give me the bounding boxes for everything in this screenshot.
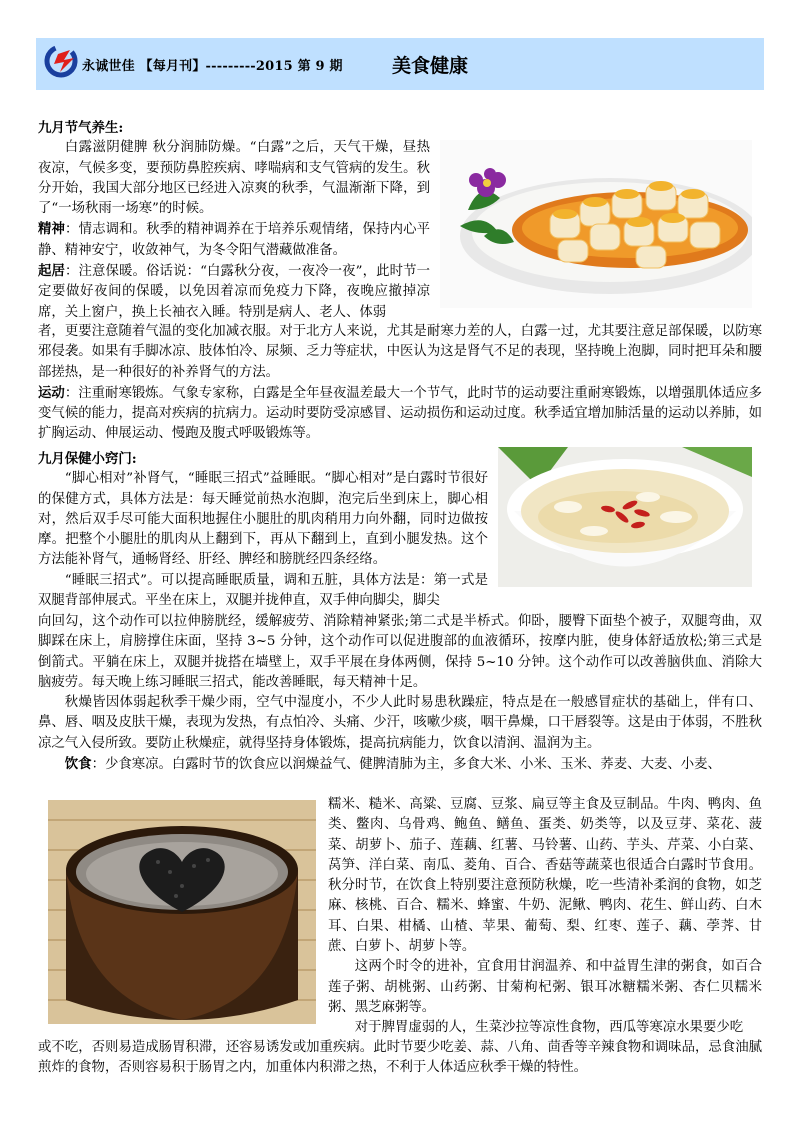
company-name: 永诚世佳 [82, 59, 135, 74]
issue-line [82, 55, 343, 74]
paragraph: 糯米、糙米、高粱、豆腐、豆浆、扁豆等主食及豆制品。牛肉、鸭肉、鱼类、鳖肉、乌骨鸡、鲍鱼、鳝鱼、蛋类、奶类等，以及豆芽、菜花、菠菜、胡萝卜、茄子、莲藕、红薯、马铃薯、山药、芋头、芹菜、小白菜、莴笋、洋白菜、南瓜、菱角、百合、香菇等蔬菜也很适合白露时节食用。秋分时节，在饮食上特别要注意预防秋燥，吃一些清补柔润的食物，如芝麻、核桃、百合、糯米、蜂蜜、牛奶、泥鳅、鸭肉、花生、鲜山药、白木耳、白果、柑橘、山楂、苹果、葡萄、梨、红枣、莲子、藕、荸荠、甘蔗、白萝卜、胡萝卜等。 [328, 797, 762, 955]
paragraph: 者，更要注意随着气温的变化加减衣服。对于北方人来说，尤其是耐寒力差的人，白露一过，尤其要注意足部保暖，以防寒邪侵袭。如果有手脚冰凉、肢体怕冷、尿频、乏力等症状，中医认为这是肾气不足的表现，坚持晚上泡脚，同时把耳朵和腰部搓热，是一种很好的补养肾气的方法。 [38, 324, 762, 380]
section-heading: 九月节气养生: [38, 120, 124, 136]
keyword-label: 饮食 [64, 756, 92, 773]
keyword-label: 起居 [38, 263, 66, 280]
section-autumn-regimen [38, 118, 430, 323]
section-heading: 九月保健小窍门: [38, 451, 137, 467]
paragraph: “睡眠三招式”。可以提高睡眠质量，调和五脏，具体方法是：第一式是双腿背部伸展式。平坐在床上，双腿并拢伸直，双手伸向脚尖，脚尖 [38, 572, 488, 609]
paragraph [38, 383, 762, 445]
paragraph: 对于脾胃虚弱的人，生菜沙拉等凉性食物，西瓜等寒凉水果要少吃 [354, 1020, 744, 1036]
paragraph [38, 261, 430, 323]
paragraph-text: ：注重耐寒锻炼。气象专家称，白露是全年昼夜温差最大一个节气，此时节的运动要注重耐寒锻炼，以增强肌体适应多变气候的能力，提高对疾病的抗病力。运动时要防受凉感冒、运动损伤和运动过度。秋季适宜增加肺活量的运动以养肺，如扩胸运动、伸展运动、慢跑及腹式呼吸锻炼等。 [38, 385, 763, 442]
paragraph-text: ：少食寒凉。白露时节的饮食应以润燥益气、健脾清肺为主，多食大米、小米、玉米、荞麦、大麦、小麦、 [91, 757, 721, 773]
paragraph: 秋燥皆因体弱起秋季干燥少雨，空气中湿度小，不少人此时易患秋躁症，特点是在一般感冒症状的基础上，伴有口、鼻、唇、咽及皮肤干燥，表现为发热，有点怕冷、头痛、少汗，咳嗽少痰，咽干鼻燥，口干唇裂等。这是由于体弱，不胜秋凉之气入侵所致。要防止秋燥症，就得坚持身体锻炼，提高抗病能力，饮食以清润、温润为主。 [38, 695, 762, 751]
page-header [36, 38, 764, 90]
section-health-tips [38, 449, 488, 611]
paragraph [38, 754, 762, 775]
sesame-paste-image [48, 800, 316, 1024]
paragraph-text: ：情志调和。秋季的精神调养在于培养乐观情绪，保持内心平静、精神安宁，收敛神气，为冬令阳气潜藏做准备。 [38, 222, 431, 258]
keyword-label: 运动 [38, 384, 65, 401]
keyword-label: 精神 [38, 221, 66, 238]
paragraph-text: ：注意保暖。俗话说：“白露秋分夜，一夜冷一夜”，此时节一定要做好夜间的保暖，以免因着凉而免疫力下降，夜晚应撤掉凉席，关上窗户，换上长袖衣入睡。特别是病人、老人、体弱 [38, 264, 430, 320]
paragraph: 白露滋阴健脾 秋分润肺防燥。“白露”之后，天气干燥，昼热夜凉，气候多变，要预防鼻腔疾病、哮喘病和支气管病的发生。秋分开始，我国大部分地区已经进入凉爽的秋季，气温渐渐下降，到了“一场秋雨一场寒”的时候。 [38, 140, 430, 217]
section-diet-end [38, 1038, 762, 1079]
tremella-soup-image [498, 447, 752, 587]
paragraph: 这两个时令的进补，宜食用甘润温养、和中益胃生津的粥食，如百合莲子粥、胡桃粥、山药粥、甘菊枸杞粥、银耳冰糖糯米粥、杏仁贝糯米粥、黑芝麻粥等。 [328, 959, 762, 1015]
scallop-dish-image [440, 140, 752, 308]
paragraph: “脚心相对”补肾气，“睡眠三招式”益睡眠。“脚心相对”是白露时节很好的保健方式，具体方法是：每天睡觉前热水泡脚，泡完后坐到床上，脚心相对，然后双手尽可能大面积地握住小腿肚的肌肉稍用力向外翻，同时边做按摩。把整个小腿肚的肌肉从上翻到下，再从下翻到上，直到小腿发热。这个方法能补肾气，通畅肾经、肝经、脾经和膀胱经四条经络。 [38, 471, 488, 568]
page-title: 美食健康 [392, 55, 469, 77]
section-autumn-regimen-cont [38, 322, 762, 445]
paragraph [38, 219, 430, 261]
paragraph: 或不吃，否则易造成肠胃积滞，还容易诱发或加重疾病。此时节要少吃姜、蒜、八角、茴香等辛辣食物和调味品，忌食油腻煎炸的食物，否则容易积于肠胃之内，加重体内积滞之热，不利于人体适应秋季干燥的特性。 [38, 1040, 762, 1076]
company-logo-icon [44, 44, 78, 78]
section-health-tips-cont [38, 612, 762, 775]
section-diet-column [328, 795, 762, 1039]
issue-label: 【每月刊】---------2015 第 9 期 [139, 59, 343, 74]
paragraph: 向回勾，这个动作可以拉伸膀胱经，缓解疲劳、消除精神紧张;第二式是半桥式。仰卧，腰臀下面垫个被子，双腿弯曲，双脚踩在床上，肩膀撑住床面，坚持 3~5 分钟，这个动作可以促进腹部的血液循环，按摩内脏，使身体舒适放松;第三式是倒箭式。平躺在床上，双腿并拢搭在墙壁上，双手平展在身体两侧，保持 5~10 分钟。这个动作可以改善脑供血、消除大脑疲劳。每天晚上练习睡眠三招式，能改善睡眠，每天精神十足。 [38, 614, 762, 690]
